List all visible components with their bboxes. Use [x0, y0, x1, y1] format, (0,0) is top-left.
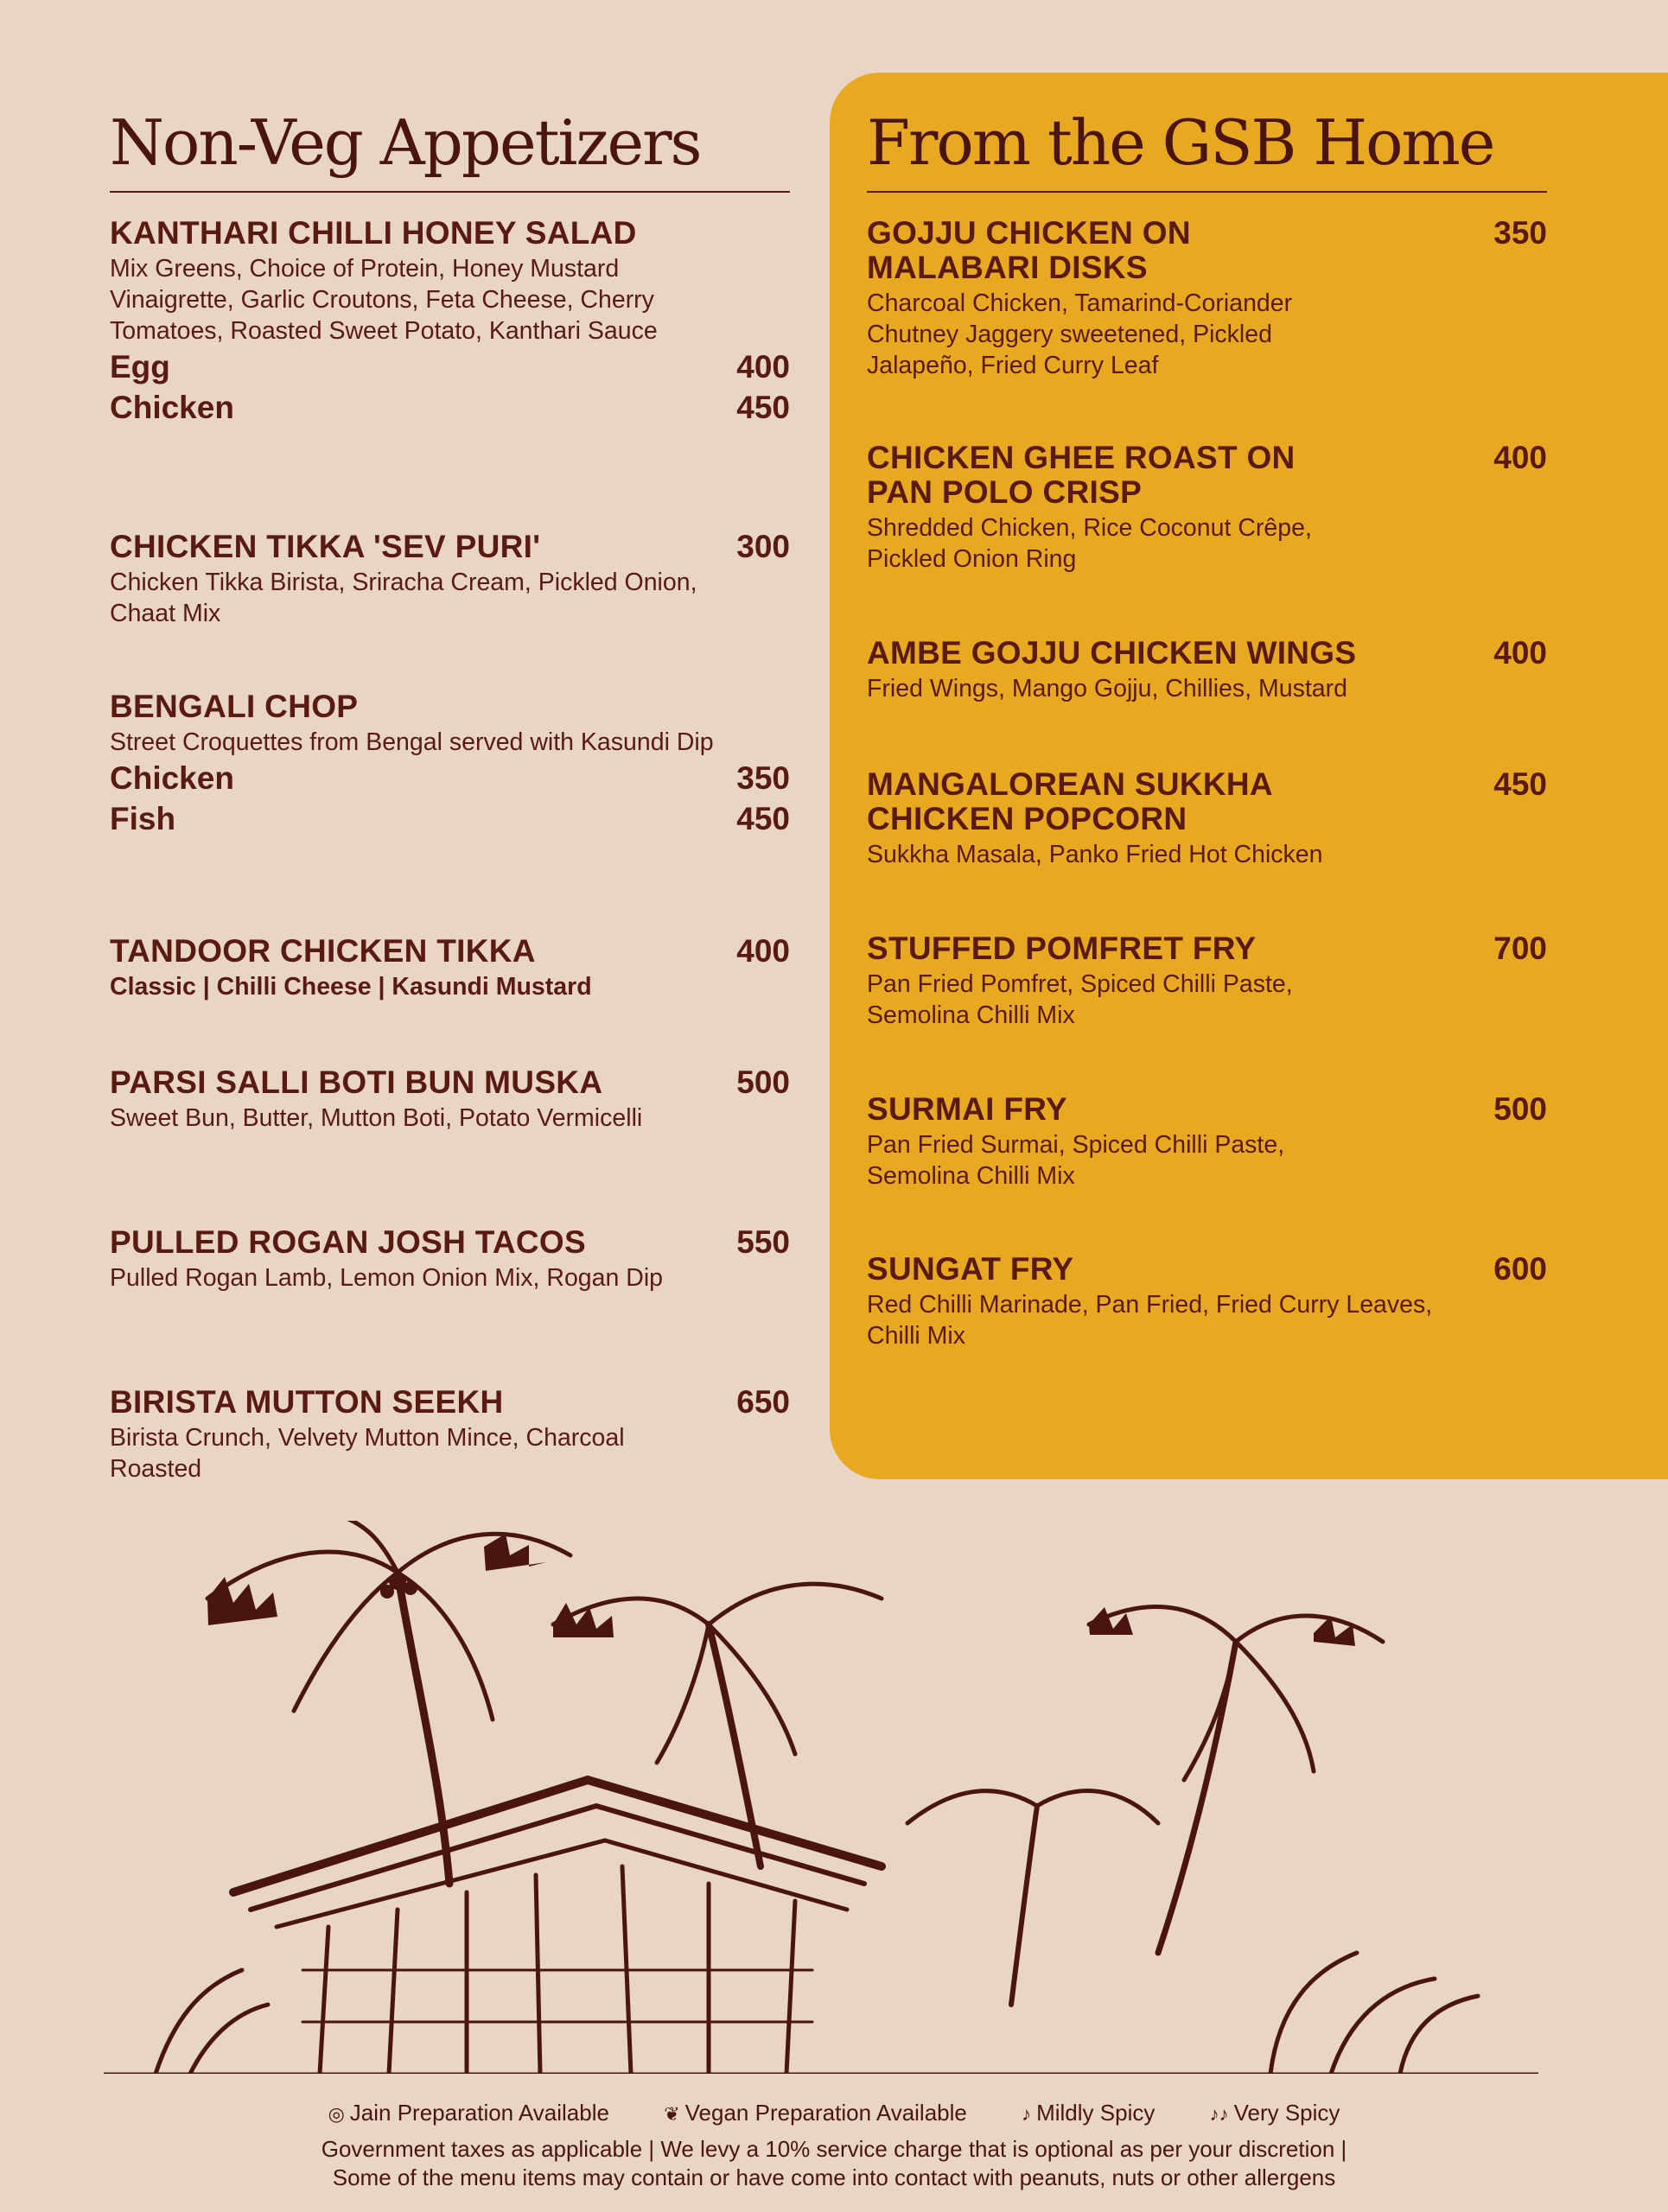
- item-description: Shredded Chicken, Rice Coconut Crêpe, Pickled Onion Ring: [867, 514, 1312, 573]
- item-name: CHICKEN TIKKA 'SEV PURI': [110, 529, 541, 564]
- item-price: 600: [1493, 1251, 1547, 1287]
- legend-label: Vegan Preparation Available: [684, 2100, 967, 2126]
- item-price: 650: [736, 1384, 790, 1420]
- legend-very-spicy: [1210, 2100, 1340, 2126]
- vegan-leaf-icon: ❦: [664, 2103, 680, 2125]
- dietary-legend: [0, 2100, 1668, 2126]
- item-description: Birista Crunch, Velvety Mutton Mince, Charcoal Roasted: [110, 1424, 625, 1483]
- item-option: [110, 758, 790, 798]
- item-name: STUFFED POMFRET FRY: [867, 931, 1257, 966]
- menu-item: [867, 767, 1547, 870]
- item-description: Classic | Chilli Cheese | Kasundi Mustard: [110, 973, 592, 1001]
- option-label: Chicken: [110, 390, 234, 425]
- item-name: KANTHARI CHILLI HONEY SALAD: [110, 215, 637, 251]
- item-description: Pan Fried Surmai, Spiced Chilli Paste, Semolina Chilli Mix: [867, 1131, 1285, 1190]
- item-description: Sweet Bun, Butter, Mutton Boti, Potato Vermicelli: [110, 1104, 643, 1132]
- legend-jain: [328, 2100, 609, 2126]
- item-name: TANDOOR CHICKEN TIKKA: [110, 933, 536, 969]
- item-description: Charcoal Chicken, Tamarind-Coriander Chutney Jaggery sweetened, Pickled Jalapeño, Fried Curry Leaf: [867, 289, 1293, 379]
- option-price: 400: [736, 349, 790, 385]
- tax-note: Government taxes as applicable | We levy a 10% service charge that is optional as per your discretion |: [321, 2136, 1347, 2162]
- menu-item: [110, 1225, 790, 1294]
- non-veg-appetizers-section: [110, 99, 790, 193]
- item-price: 700: [1493, 931, 1547, 966]
- menu-item: [110, 1385, 790, 1484]
- item-price: 400: [1493, 440, 1547, 475]
- item-price: 500: [1493, 1091, 1547, 1127]
- item-price: 350: [1493, 215, 1547, 251]
- legend-vegan: [664, 2100, 967, 2126]
- option-price: 350: [736, 760, 790, 796]
- legend-label: Very Spicy: [1233, 2100, 1340, 2126]
- item-price: 450: [1493, 766, 1547, 802]
- palm-hut-illustration: [104, 1521, 1538, 2074]
- item-price: 300: [736, 529, 790, 564]
- item-price: 550: [736, 1224, 790, 1260]
- item-description: Fried Wings, Mango Gojju, Chillies, Mustard: [867, 675, 1347, 702]
- option-label: Chicken: [110, 760, 234, 796]
- legend-label: Mildly Spicy: [1036, 2100, 1156, 2126]
- menu-item: [110, 690, 790, 839]
- option-label: Fish: [110, 801, 176, 836]
- option-price: 450: [736, 801, 790, 836]
- legend-label: Jain Preparation Available: [349, 2100, 609, 2126]
- item-name: BIRISTA MUTTON SEEKH: [110, 1384, 504, 1420]
- item-name: CHICKEN GHEE ROAST ON PAN POLO CRISP: [867, 440, 1296, 510]
- item-name: BENGALI CHOP: [110, 689, 359, 724]
- jain-icon: ◎: [328, 2103, 345, 2125]
- item-option: [110, 798, 790, 839]
- item-description: Red Chilli Marinade, Pan Fried, Fried Curry Leaves, Chilli Mix: [867, 1291, 1433, 1350]
- item-description: Pulled Rogan Lamb, Lemon Onion Mix, Rogan Dip: [110, 1264, 664, 1292]
- item-price: 400: [736, 933, 790, 969]
- option-price: 450: [736, 390, 790, 425]
- item-name: MANGALOREAN SUKKHA CHICKEN POPCORN: [867, 766, 1272, 836]
- item-price: 500: [736, 1065, 790, 1100]
- menu-item: [110, 934, 790, 1002]
- menu-item: [867, 1252, 1547, 1351]
- section-title-non-veg: Non-Veg Appetizers: [110, 106, 701, 179]
- gsb-home-section: [867, 99, 1547, 193]
- legend-mildly-spicy: [1022, 2100, 1155, 2126]
- chilli-icon: ♪: [1022, 2103, 1032, 2125]
- item-price: 400: [1493, 635, 1547, 671]
- item-name: AMBE GOJJU CHICKEN WINGS: [867, 635, 1357, 671]
- item-name: PULLED ROGAN JOSH TACOS: [110, 1224, 586, 1260]
- menu-item: [110, 1065, 790, 1134]
- item-description: Street Croquettes from Bengal served with Kasundi Dip: [110, 728, 714, 756]
- item-description: Mix Greens, Choice of Protein, Honey Mustard Vinaigrette, Garlic Croutons, Feta Cheese, Cherry Tomatoes, Roasted Sweet Potato, Kanthari Sauce: [110, 255, 658, 345]
- section-divider: [110, 191, 790, 193]
- option-label: Egg: [110, 349, 170, 385]
- menu-item: [867, 1092, 1547, 1192]
- item-option: [110, 387, 790, 428]
- menu-item: [110, 530, 790, 629]
- menu-item: [110, 216, 790, 428]
- item-option: [110, 346, 790, 387]
- item-name: SUNGAT FRY: [867, 1251, 1074, 1287]
- item-name: SURMAI FRY: [867, 1091, 1067, 1127]
- section-divider: [867, 191, 1547, 193]
- item-name: PARSI SALLI BOTI BUN MUSKA: [110, 1065, 603, 1100]
- item-description: Pan Fried Pomfret, Spiced Chilli Paste, Semolina Chilli Mix: [867, 970, 1293, 1029]
- menu-item: [867, 931, 1547, 1031]
- menu-item: [867, 216, 1547, 381]
- menu-item: [867, 636, 1547, 704]
- menu-item: [867, 441, 1547, 575]
- item-description: Chicken Tikka Birista, Sriracha Cream, Pickled Onion, Chaat Mix: [110, 569, 697, 627]
- double-chilli-icon: ♪♪: [1209, 2103, 1229, 2125]
- item-name: GOJJU CHICKEN ON MALABARI DISKS: [867, 215, 1191, 285]
- section-title-gsb-home: From the GSB Home: [867, 106, 1494, 179]
- allergen-note: Some of the menu items may contain or have come into contact with peanuts, nuts or other allergens: [332, 2164, 1336, 2190]
- item-description: Sukkha Masala, Panko Fried Hot Chicken: [867, 841, 1323, 868]
